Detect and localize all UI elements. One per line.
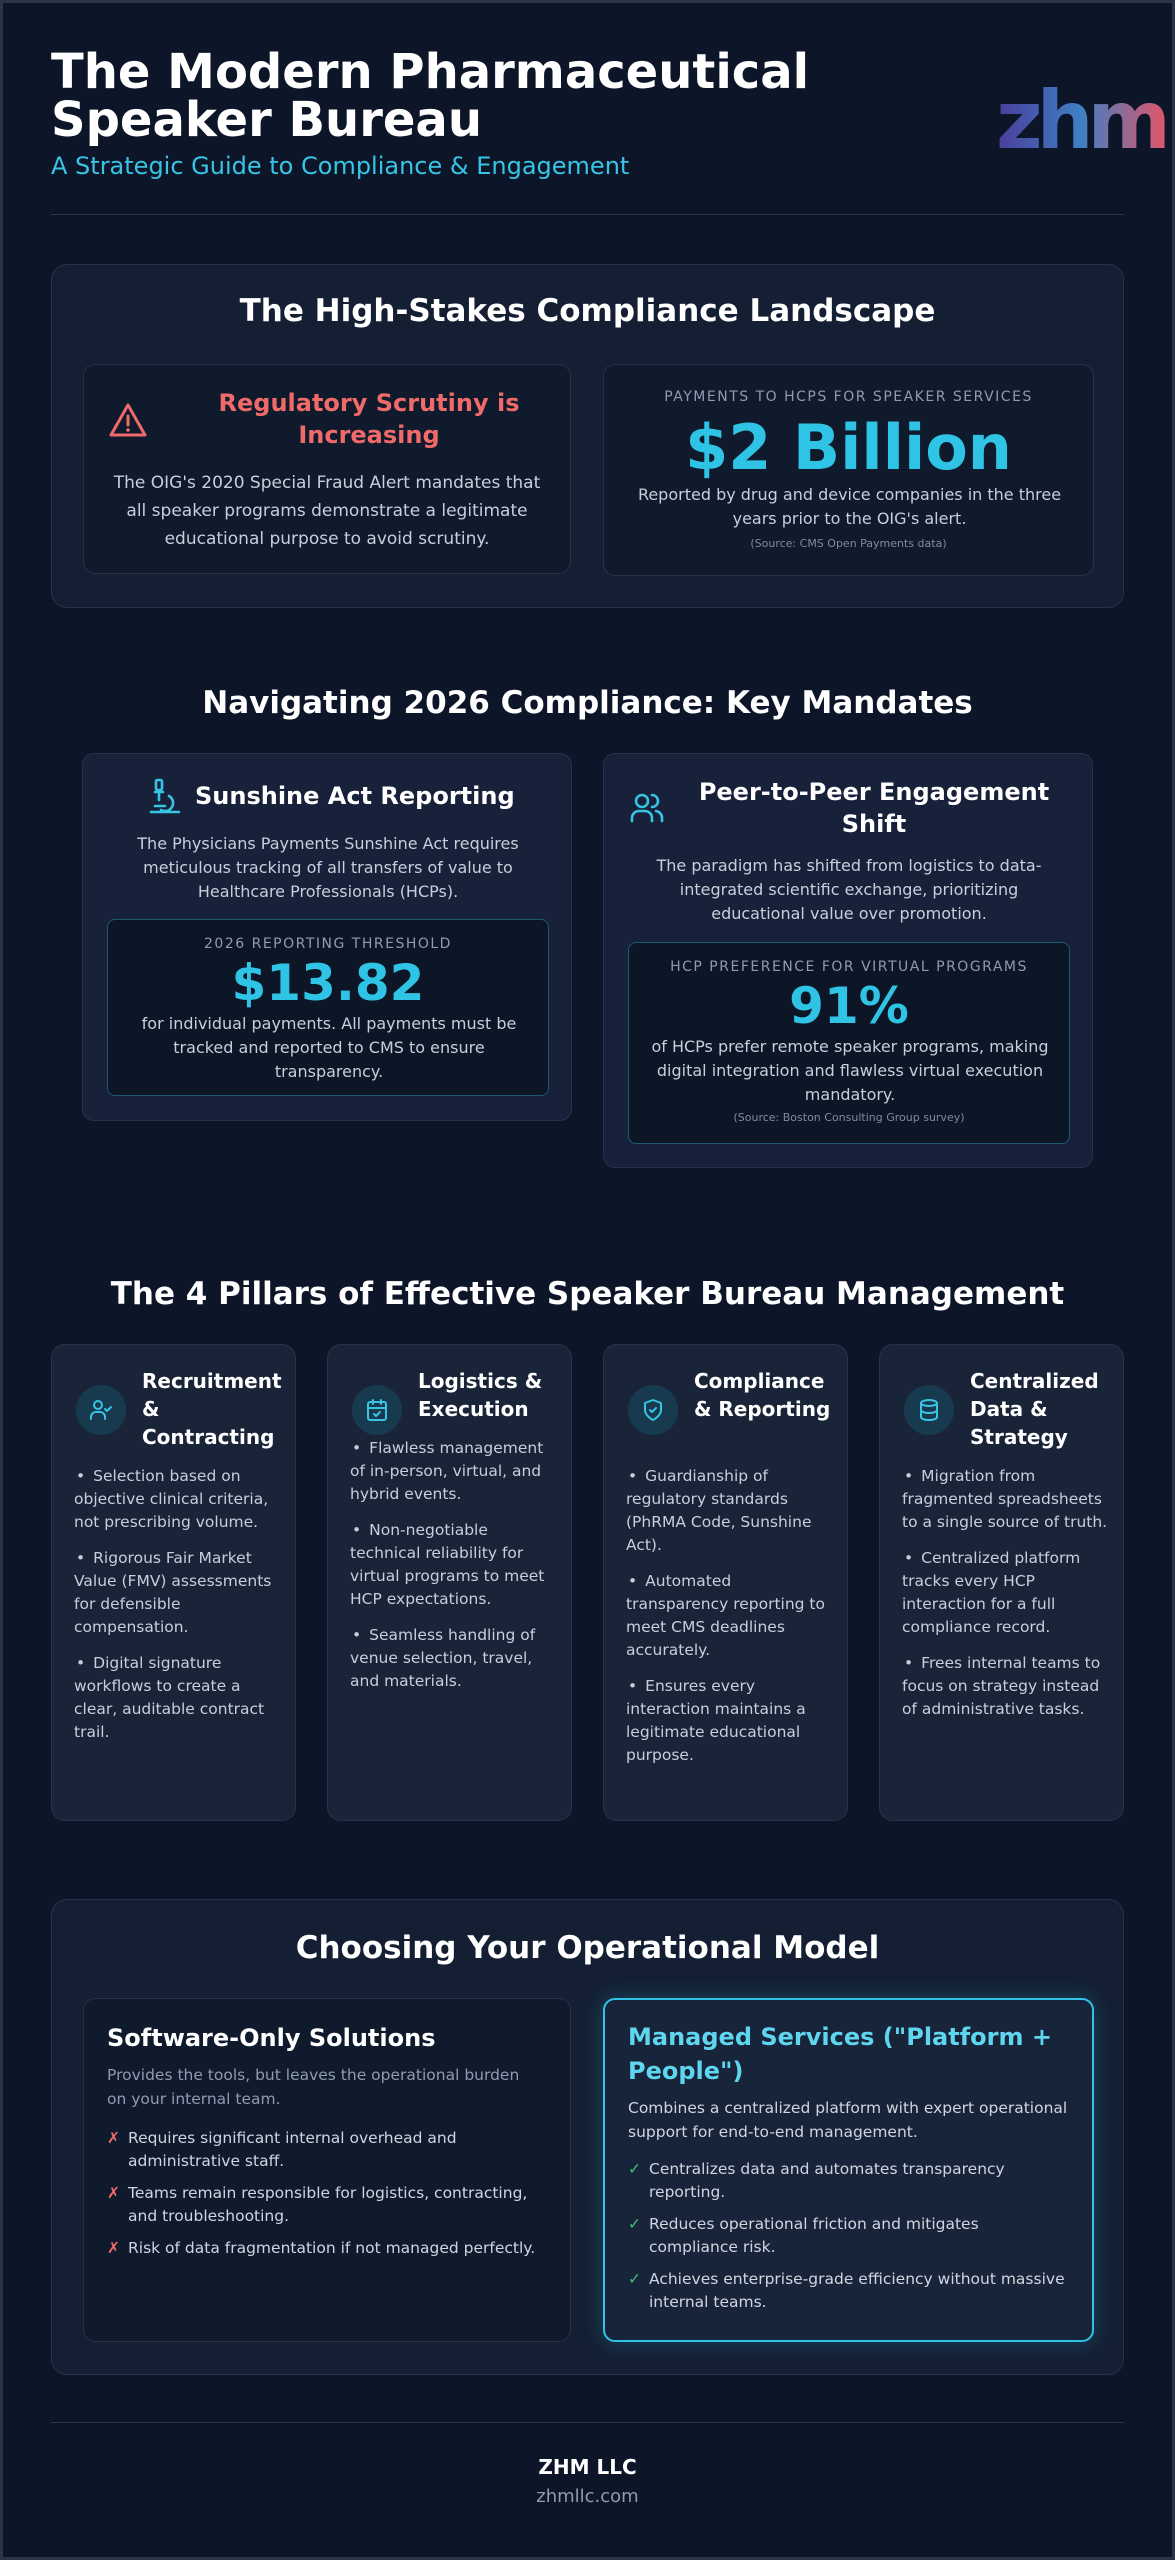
managed-points: [628, 2158, 1068, 2323]
pillar-data: [879, 1344, 1124, 1821]
sunshine-description: for individual payments. All payments must be tracked and reported to CMS to ensure transparency.: [141, 1014, 517, 1081]
software-point: ✗ Risk of data fragmentation if not managed perfectly.: [107, 2239, 536, 2257]
sunshine-threshold-box: [107, 919, 549, 1096]
peer-source: (Source: Boston Consulting Group survey): [733, 1111, 965, 1124]
payments-description: Reported by drug and device companies in the three years prior to the OIG's alert.: [637, 485, 1062, 528]
peer-value: 91%: [789, 977, 909, 1035]
microscope-icon: [147, 778, 183, 816]
sunshine-text: The Physicians Payments Sunshine Act requires meticulous tracking of all transfers of value to Healthcare Professionals (HCPs).: [137, 834, 519, 901]
software-point: ✗ Requires significant internal overhead and administrative staff.: [107, 2129, 457, 2170]
pillar-recruitment: [51, 1344, 296, 1821]
pillar-point: • Automated transparency reporting to meet CMS deadlines accurately.: [626, 1572, 825, 1659]
landscape-title: The High-Stakes Compliance Landscape: [239, 293, 936, 329]
pillar-point: • Guardianship of regulatory standards (PhRMA Code, Sunshine Act).: [626, 1467, 812, 1554]
payments-value: $2 Billion: [685, 411, 1012, 484]
pillar-title: Centralized Data & Strategy: [970, 1369, 1099, 1449]
pillar-compliance: [603, 1344, 848, 1821]
sunshine-value: $13.82: [231, 954, 425, 1012]
footer-url[interactable]: zhmllc.com: [536, 2486, 639, 2507]
pillar-point: • Migration from fragmented spreadsheets to a single source of truth.: [902, 1467, 1108, 1531]
managed-point: ✓ Achieves enterprise-grade efficiency without massive internal teams.: [628, 2270, 1065, 2311]
managed-card: [603, 1998, 1094, 2342]
pillar-title: Logistics & Execution: [418, 1369, 543, 1421]
pillar-icon-badge: [904, 1385, 954, 1435]
mandates-title: Navigating 2026 Compliance: Key Mandates: [202, 685, 973, 721]
sunshine-title: Sunshine Act Reporting: [195, 782, 515, 810]
warning-icon: [108, 401, 148, 441]
regulatory-title: Regulatory Scrutiny is Increasing: [218, 389, 520, 449]
zhm-logo: [994, 74, 1165, 168]
pillar-point: • Rigorous Fair Market Value (FMV) assessments for defensible compensation.: [74, 1549, 272, 1636]
software-card: [83, 1998, 571, 2342]
header: [51, 44, 1165, 216]
calendar-check-icon: [365, 1398, 389, 1422]
pillar-point: • Frees internal teams to focus on strategy instead of administrative tasks.: [902, 1654, 1101, 1718]
peer-text: The paradigm has shifted from logistics to data-integrated scientific exchange, prioritizing educational value over promotion.: [656, 856, 1042, 923]
pillar-points: [350, 1437, 560, 1706]
peer-description: of HCPs prefer remote speaker programs, making digital integration and flawless virtual execution mandatory.: [651, 1037, 1049, 1104]
user-check-icon: [89, 1398, 113, 1422]
sunshine-card: [82, 753, 572, 1121]
managed-title: Managed Services ("Platform + People"): [628, 2023, 1052, 2085]
footer-company: ZHM LLC: [538, 2455, 637, 2479]
pillars-title: The 4 Pillars of Effective Speaker Bureau Management: [110, 1276, 1065, 1312]
users-icon: [630, 792, 664, 824]
peer-card: [603, 753, 1093, 1168]
payments-card: [603, 364, 1094, 576]
software-description: Provides the tools, but leaves the operational burden on your internal team.: [107, 2066, 520, 2108]
pillar-point: • Seamless handling of venue selection, travel, and materials.: [350, 1626, 536, 1690]
regulatory-card: [83, 364, 571, 574]
managed-point: ✓ Centralizes data and automates transparency reporting.: [628, 2160, 1005, 2201]
pillar-point: • Digital signature workflows to create a clear, auditable contract trail.: [74, 1654, 265, 1741]
software-points: [107, 2127, 547, 2269]
pillar-point: • Non-negotiable technical reliability for virtual programs to meet HCP expectations.: [350, 1521, 545, 1608]
pillar-icon-badge: [352, 1385, 402, 1435]
footer-divider: [51, 2422, 1124, 2423]
pillar-point: • Flawless management of in-person, virtual, and hybrid events.: [350, 1439, 544, 1503]
pillar-logistics: [327, 1344, 572, 1821]
header-divider: [51, 214, 1124, 215]
landscape-panel: [51, 264, 1124, 608]
pillar-points: [902, 1465, 1112, 1734]
svg-text:zhm: zhm: [996, 74, 1165, 167]
page-title: The Modern Pharmaceutical Speaker Bureau: [51, 44, 810, 148]
managed-description: Combines a centralized platform with expert operational support for end-to-end management.: [628, 2099, 1068, 2141]
pillar-point: • Centralized platform tracks every HCP interaction for a full compliance record.: [902, 1549, 1081, 1636]
shield-check-icon: [641, 1398, 665, 1422]
pillar-icon-badge: [628, 1385, 678, 1435]
peer-preference-box: [628, 942, 1070, 1144]
page-subtitle: A Strategic Guide to Compliance & Engagement: [51, 152, 630, 180]
managed-point: ✓ Reduces operational friction and mitigates compliance risk.: [628, 2215, 979, 2256]
models-panel: [51, 1899, 1124, 2375]
payments-source: (Source: CMS Open Payments data): [750, 537, 947, 550]
pillar-title: Compliance & Reporting: [694, 1369, 831, 1421]
peer-title: Peer-to-Peer Engagement Shift: [698, 778, 1050, 838]
software-title: Software-Only Solutions: [107, 2024, 436, 2052]
pillar-point: • Selection based on objective clinical criteria, not prescribing volume.: [74, 1467, 269, 1531]
pillar-points: [74, 1465, 284, 1757]
pillar-points: [626, 1465, 836, 1780]
database-icon: [917, 1398, 941, 1422]
software-point: ✗ Teams remain responsible for logistics, contracting, and troubleshooting.: [107, 2184, 528, 2225]
pillar-icon-badge: [76, 1385, 126, 1435]
peer-kicker: HCP PREFERENCE FOR VIRTUAL PROGRAMS: [670, 959, 1028, 975]
payments-kicker: PAYMENTS TO HCPS FOR SPEAKER SERVICES: [664, 389, 1033, 405]
pillar-point: • Ensures every interaction maintains a legitimate educational purpose.: [626, 1677, 806, 1764]
regulatory-text: The OIG's 2020 Special Fraud Alert mandates that all speaker programs demonstrate a legitimate educational purpose to avoid scrutiny.: [113, 473, 541, 549]
models-title: Choosing Your Operational Model: [295, 1930, 880, 1966]
sunshine-kicker: 2026 REPORTING THRESHOLD: [204, 936, 452, 952]
pillar-title: Recruitment & Contracting: [142, 1369, 282, 1449]
